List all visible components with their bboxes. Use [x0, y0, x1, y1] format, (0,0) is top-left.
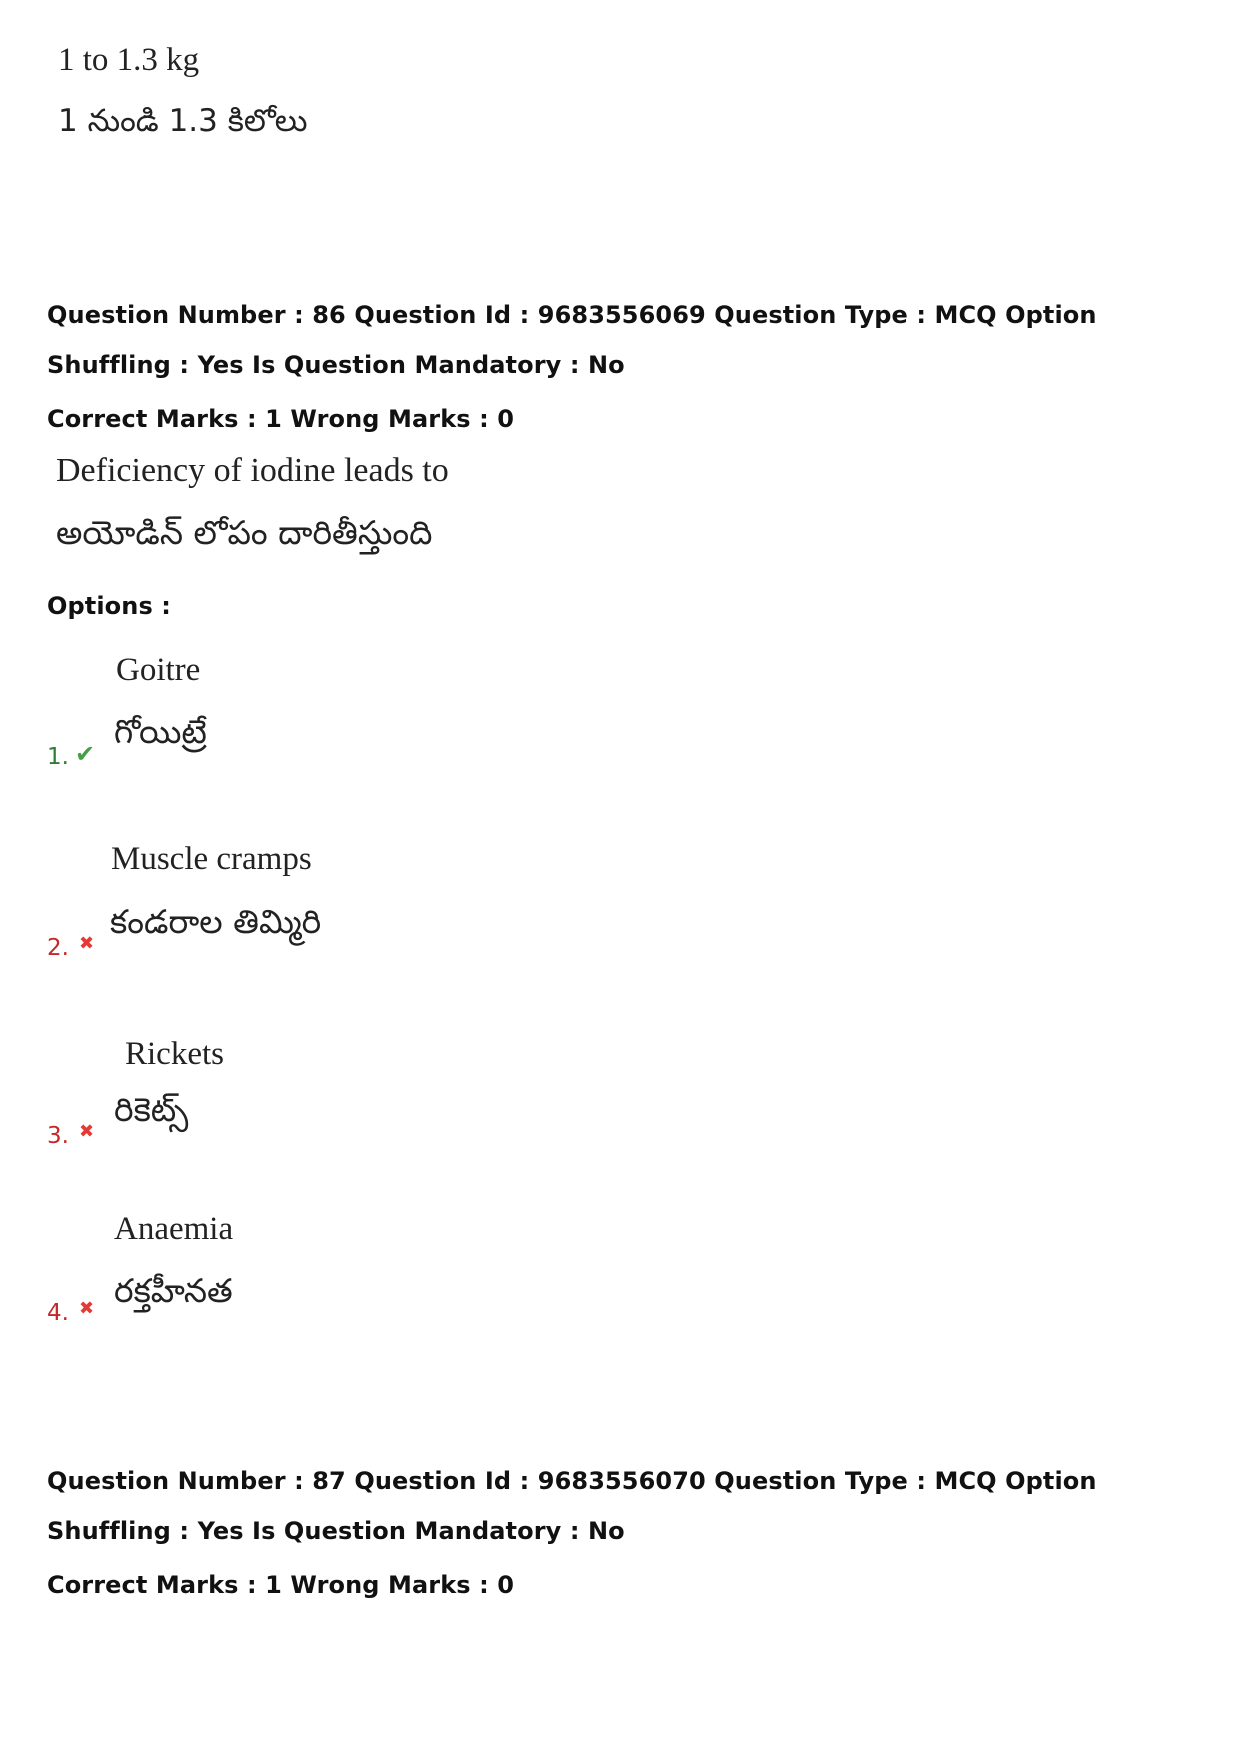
option-text-english: Anaemia: [114, 1211, 234, 1247]
option-number: 1.: [47, 744, 69, 770]
previous-answer-telugu: 1 నుండి 1.3 కిలోలు: [58, 103, 308, 139]
question-86-meta: Question Number : 86 Question Id : 9683556069 Question Type : MCQ Option Shuffling : Yes Is Question Mandatory : No: [47, 301, 1097, 379]
option-text-telugu: రక్తహీనత: [114, 1271, 233, 1310]
check-icon: ✔: [75, 740, 96, 768]
question-86-marks: Correct Marks : 1 Wrong Marks : 0: [47, 405, 515, 433]
cross-icon: ✖: [79, 1121, 95, 1142]
question-87-marks: Correct Marks : 1 Wrong Marks : 0: [47, 1571, 515, 1599]
question-86-stem-english: Deficiency of iodine leads to: [56, 452, 449, 489]
option-number: 4.: [47, 1300, 69, 1326]
option-text-telugu: కండరాల తిమ్మిరి: [110, 902, 322, 941]
option-text-telugu: రికెట్స్: [114, 1090, 189, 1129]
option-text-english: Muscle cramps: [111, 841, 312, 877]
option-number: 3.: [47, 1123, 69, 1149]
cross-icon: ✖: [79, 1298, 95, 1319]
cross-icon: ✖: [79, 933, 95, 954]
option-text-english: Rickets: [125, 1036, 224, 1072]
previous-answer-english: 1 to 1.3 kg: [58, 42, 200, 78]
question-87-meta: Question Number : 87 Question Id : 9683556070 Question Type : MCQ Option Shuffling : Yes Is Question Mandatory : No: [47, 1467, 1097, 1545]
option-number: 2.: [47, 935, 69, 961]
option-text-english: Goitre: [116, 652, 201, 688]
options-label: Options :: [47, 592, 171, 620]
question-86-stem-telugu: అయోడిన్ లోపం దారితీస్తుంది: [56, 513, 433, 552]
option-text-telugu: గోయిట్రే: [114, 712, 207, 751]
